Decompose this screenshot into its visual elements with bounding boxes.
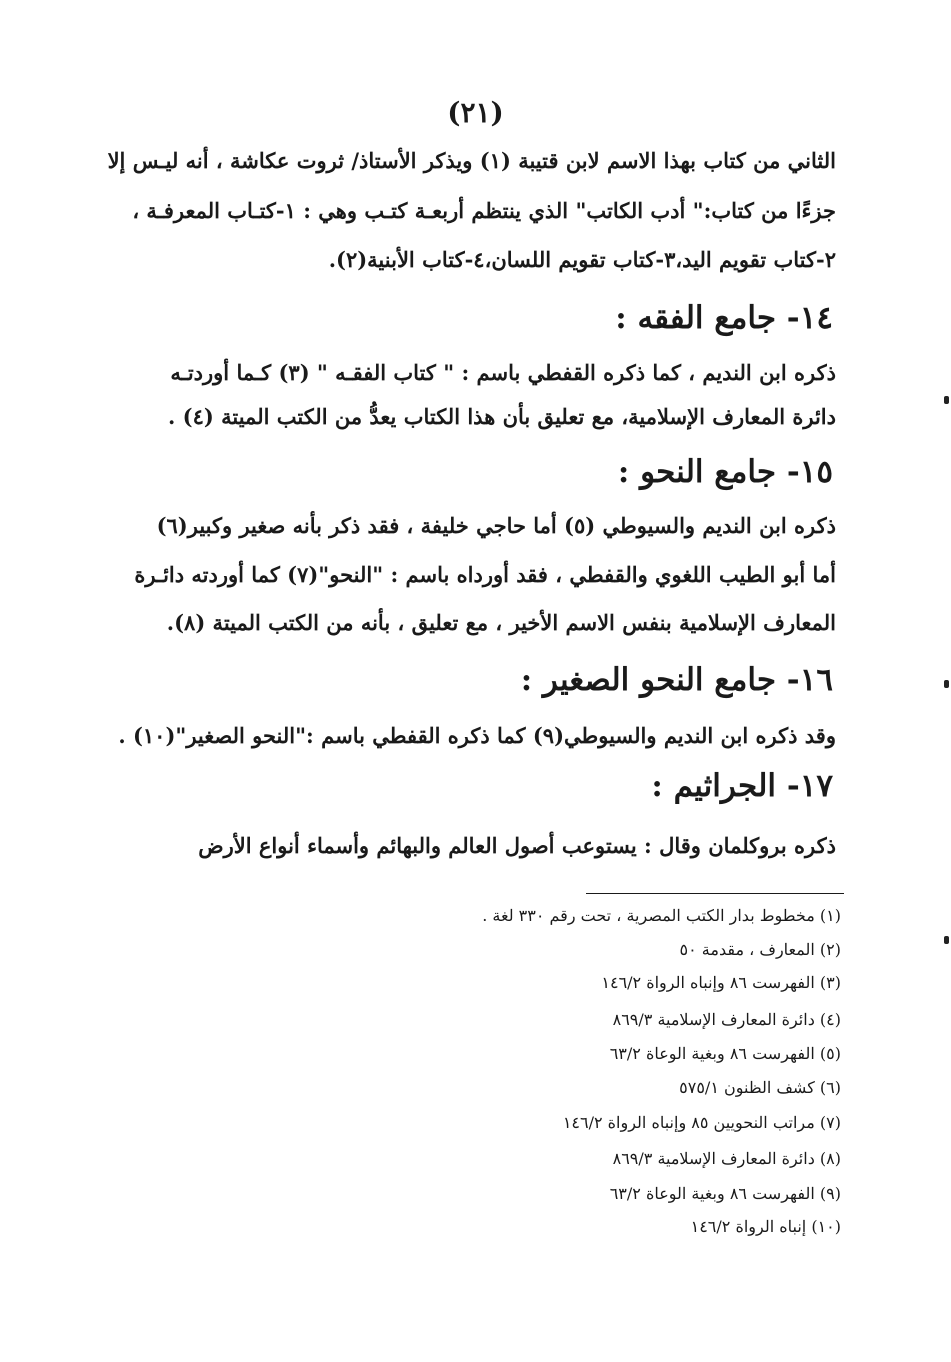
footnote-5: (٥) الفهرست ٨٦ وبغية الوعاة ٦٣/٢ [609, 1044, 841, 1063]
text-line: ذكره بروكلمان وقال : يستوعب أصول العالم والبهائم وأسماء أنواع الأرض [198, 833, 836, 858]
page-number: (٢١) [447, 96, 504, 129]
footnote-10: (١٠) إنباه الرواة ١٤٦/٢ [690, 1217, 841, 1236]
text-line: المعارف الإسلامية بنفس الاسم الأخير ، مع تعليق ، بأنه من الكتب الميتة (٨). [166, 610, 836, 635]
text-line: أما أبو الطيب اللغوي والقفطي ، فقد أورداه باسم : "النحو"(٧) كما أوردته دائـرة [134, 562, 836, 587]
footnote-4: (٤) دائرة المعارف الإسلامية ٨٦٩/٣ [612, 1010, 841, 1029]
footnote-separator [586, 893, 844, 894]
section-heading-16: ١٦- جامع النحو الصغير : [520, 662, 833, 698]
text-line: دائرة المعارف الإسلامية، مع تعليق بأن هذا الكتاب يعدُّ من الكتب الميتة (٤) . [168, 404, 836, 429]
text-line: ٢-كتاب تقويم اليد،٣-كتاب تقويم اللسان،٤-كتاب الأبنية(٢). [328, 247, 836, 272]
scan-speck [944, 680, 949, 688]
footnote-6: (٦) كشف الظنون ٥٧٥/١ [679, 1078, 841, 1097]
footnote-1: (١) مخطوط بدار الكتب المصرية ، تحت رقم ٣٣٠ لغة . [482, 906, 841, 925]
text-line: ذكره ابن النديم ، كما ذكره القفطي باسم : " كتاب الفقـه " (٣) كـما أوردتـه [170, 360, 836, 385]
footnote-2: (٢) المعارف ، مقدمة ٥٠ [679, 940, 841, 959]
scan-speck [944, 936, 949, 944]
text-line: ذكره ابن النديم والسيوطي (٥) أما حاجي خليفة ، فقد ذكر بأنه صغير وكبير(٦) [156, 513, 836, 538]
footnote-7: (٧) مراتب النحويين ٨٥ وإنباه الرواة ١٤٦/٢ [562, 1113, 841, 1132]
section-heading-15: ١٥- جامع النحو : [617, 454, 833, 490]
footnote-8: (٨) دائرة المعارف الإسلامية ٨٦٩/٣ [612, 1149, 841, 1168]
text-line: الثاني من كتاب بهذا الاسم لابن قتيبة (١) ويذكر الأستاذ/ ثروت عكاشة ، أنه ليـس إلا [107, 148, 836, 173]
text-line: جزءًا من كتاب:" أدب الكاتب" الذي ينتظم أربعـة كتـب وهي : ١-كتـاب المعرفـة ، [132, 198, 836, 223]
scan-speck [944, 396, 949, 404]
footnote-3: (٣) الفهرست ٨٦ وإنباه الرواة ١٤٦/٢ [601, 973, 841, 992]
section-heading-14: ١٤- جامع الفقه : [615, 300, 833, 336]
text-line: وقد ذكره ابن النديم والسيوطي(٩) كما ذكره القفطي باسم :"النحو الصغير"(١٠) . [118, 723, 836, 748]
section-heading-17: ١٧- الجراثيم : [651, 768, 833, 804]
footnote-9: (٩) الفهرست ٨٦ وبغية الوعاة ٦٣/٢ [609, 1184, 841, 1203]
